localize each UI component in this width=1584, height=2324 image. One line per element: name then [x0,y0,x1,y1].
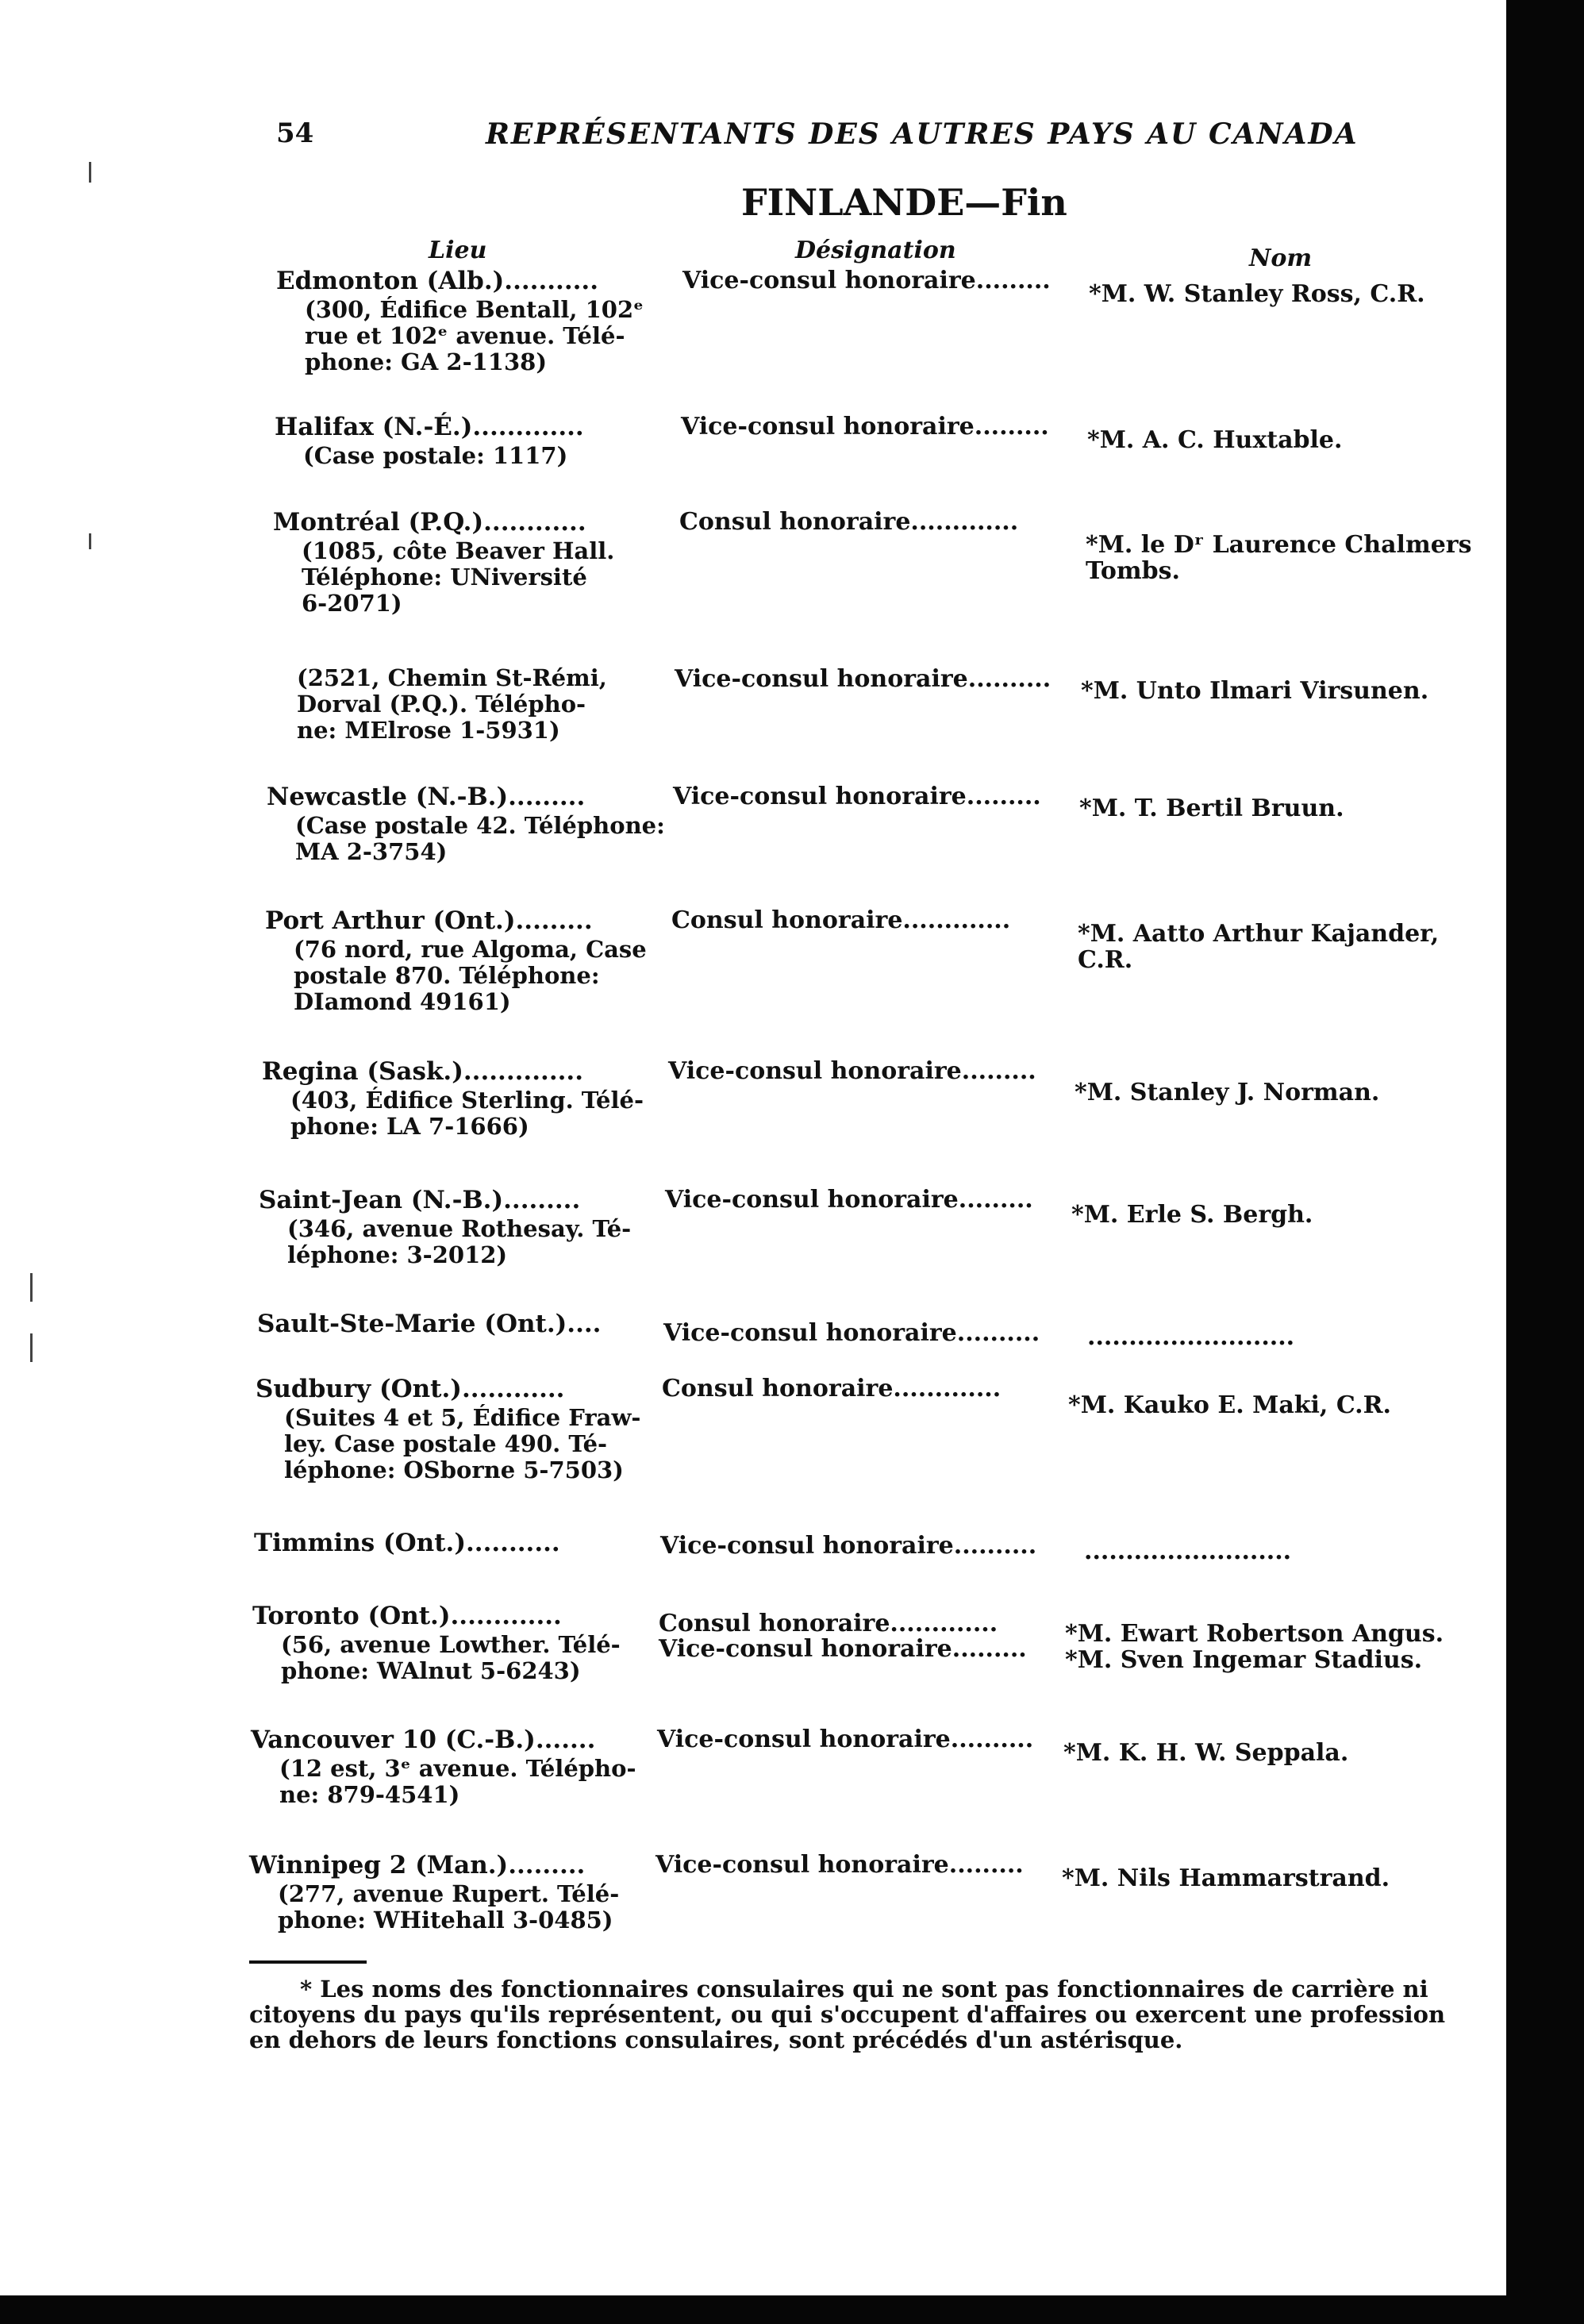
column-header-name: Nom [1249,244,1313,272]
entry-place: Port Arthur (Ont.)......... [265,906,593,935]
entry-name: *M. Nils Hammarstrand. [1062,1864,1390,1892]
entry-designation: Vice-consul honoraire......... [681,413,1049,441]
entry-name: *M. le Dʳ Laurence Chalmers Tombs. [1086,531,1472,585]
entry-name: *M. Ewart Robertson Angus. *M. Sven Ingemar Stadius. [1065,1620,1444,1674]
entry-name: *M. Unto Ilmari Virsunen. [1081,677,1429,705]
entry-name: *M. W. Stanley Ross, C.R. [1089,280,1425,308]
section-title: FINLANDE—Fin [741,181,1067,224]
entry-designation: Vice-consul honoraire.......... [675,665,1052,693]
margin-mark [30,1333,33,1362]
entry-place: Edmonton (Alb.)........... [276,267,598,295]
margin-mark [89,533,91,549]
entry-designation: Vice-consul honoraire.......... [660,1532,1037,1560]
entry-name: *M. Aatto Arthur Kajander, C.R. [1078,920,1440,974]
entry-place: Vancouver 10 (C.-B.)....... [251,1726,596,1754]
column-header-place: Lieu [429,237,487,264]
entry-designation: Vice-consul honoraire......... [656,1851,1024,1879]
entry-details: (300, Édifice Bentall, 102ᵉ rue et 102ᵉ avenue. Télé- phone: GA 2-1138) [305,296,644,375]
entry-name: ......................... [1084,1537,1292,1565]
entry-name: *M. A. C. Huxtable. [1087,426,1343,454]
entry-name: *M. Erle S. Bergh. [1071,1201,1313,1229]
entry-name: *M. K. H. W. Seppala. [1063,1739,1349,1767]
column-header-designation: Désignation [795,237,956,264]
entry-designation: Vice-consul honoraire......... [673,783,1041,810]
margin-mark [30,1273,33,1302]
entry-name: *M. Kauko E. Maki, C.R. [1068,1391,1391,1419]
entry-designation: Consul honoraire............. [662,1375,1002,1402]
margin-mark [89,162,91,183]
entry-place: Saint-Jean (N.-B.)......... [259,1186,581,1214]
entry-name: *M. Stanley J. Norman. [1075,1079,1380,1106]
entry-designation: Vice-consul honoraire......... [682,267,1051,294]
entry-details: (346, avenue Rothesay. Té- léphone: 3-2012) [287,1215,632,1268]
entry-designation: Consul honoraire............. Vice-consul honoraire......... [659,1610,1027,1663]
entry-details: (12 est, 3ᵉ avenue. Télépho- ne: 879-4541) [279,1755,636,1808]
entry-place: Montréal (P.Q.)............ [273,508,586,537]
entry-place: Newcastle (N.-B.)......... [267,783,586,811]
footnote: * Les noms des fonctionnaires consulaires qui ne sont pas fonctionnaires de carrière ni citoyens du pays qu'ils représentent, ou qui s'occupent d'affaires ou exercent une profession en dehors de leurs fonctions consulaires, sont précédés d'un astérisque. [249,1976,1446,2053]
entry-details: (Case postale: 1117) [303,442,568,469]
entry-details: (277, avenue Rupert. Télé- phone: WHitehall 3-0485) [278,1880,620,1933]
scan-edge-bottom [0,2295,1584,2324]
entry-name: ......................... [1087,1323,1295,1351]
entry-designation: Vice-consul honoraire.......... [663,1319,1040,1347]
footnote-rule [249,1960,367,1964]
entry-name: *M. T. Bertil Bruun. [1079,795,1344,822]
entry-place: Sudbury (Ont.)............ [256,1375,565,1403]
entry-place: Sault-Ste-Marie (Ont.).... [257,1310,602,1338]
entry-details: (Suites 4 et 5, Édifice Fraw- ley. Case postale 490. Té- léphone: OSborne 5-7503) [284,1404,641,1483]
entry-details: (76 nord, rue Algoma, Case postale 870. Téléphone: DIamond 49161) [294,936,647,1015]
entry-details: (1085, côte Beaver Hall. Téléphone: UNiversité 6-2071) [302,537,615,617]
entry-designation: Consul honoraire............. [671,906,1011,934]
entry-details: (56, avenue Lowther. Télé- phone: WAlnut 5-6243) [281,1631,621,1684]
entry-place: Winnipeg 2 (Man.)......... [249,1851,586,1880]
page-number: 54 [276,117,314,149]
running-title: REPRÉSENTANTS DES AUTRES PAYS AU CANADA [486,117,1359,151]
entry-place: Regina (Sask.).............. [262,1057,583,1086]
entry-details: (403, Édifice Sterling. Télé- phone: LA 7-1666) [290,1087,644,1140]
entry-place: Halifax (N.-É.)............. [275,413,584,441]
entry-designation: Vice-consul honoraire.......... [657,1726,1034,1753]
entry-details: (Case postale 42. Téléphone: MA 2-3754) [295,812,665,865]
entry-designation: Vice-consul honoraire......... [668,1057,1036,1085]
entry-designation: Vice-consul honoraire......... [665,1186,1033,1214]
entry-place: Toronto (Ont.)............. [252,1602,562,1630]
entry-details: (2521, Chemin St-Rémi, Dorval (P.Q.). Télépho- ne: MElrose 1-5931) [297,664,607,744]
entry-designation: Consul honoraire............. [679,508,1019,536]
entry-place: Timmins (Ont.)........... [254,1529,560,1557]
scan-edge-right [1506,0,1584,2324]
